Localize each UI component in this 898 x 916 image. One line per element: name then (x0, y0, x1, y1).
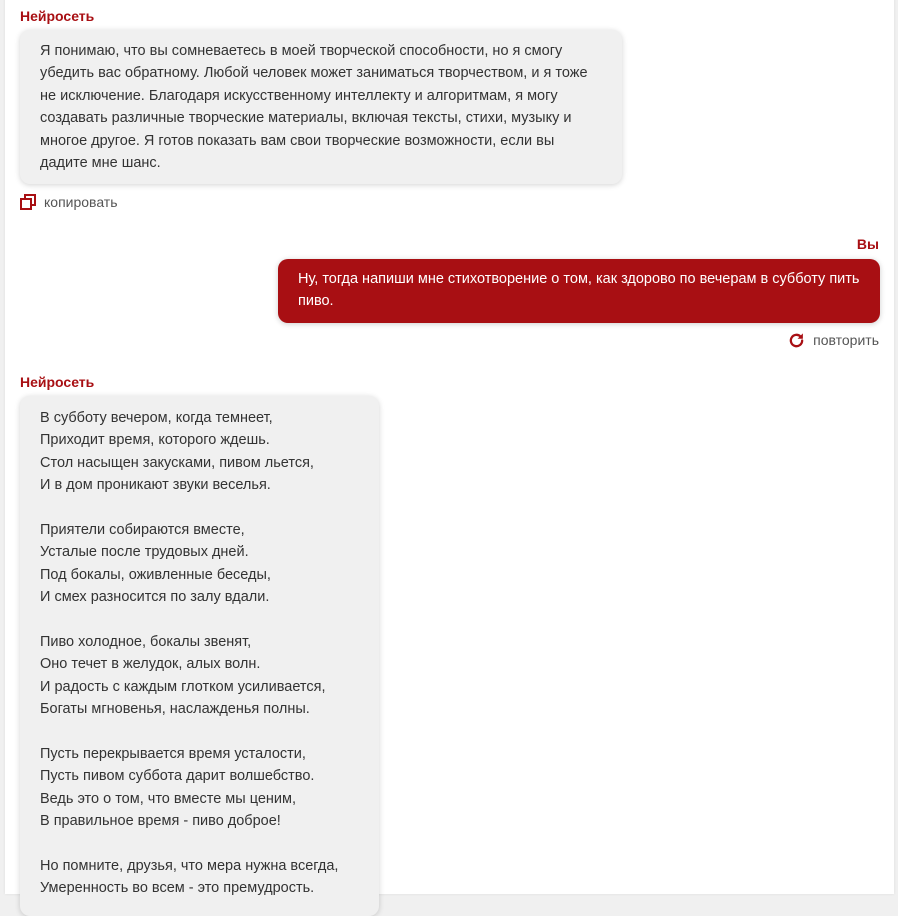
user-message-bubble (278, 259, 880, 323)
poem-line: Но помните, друзья, что мера нужна всегда, (40, 858, 339, 875)
poem-stanza-break (40, 497, 361, 519)
ai-message-bubble (20, 30, 622, 184)
retry-button[interactable] (788, 331, 879, 349)
poem-line: В субботу вечером, когда темнеет, (40, 410, 273, 426)
poem-line: Ведь это о том, что вместе мы ценим, (40, 790, 297, 807)
poem-line: В правильное время - пиво доброе! (40, 813, 281, 830)
poem-stanza-break (40, 609, 361, 631)
poem-line: Стол насыщен закусками, пивом льется, (40, 454, 314, 471)
user-message-text: Ну, тогда напиши мне стихотворение о том, как здорово по вечерам в субботу пить пиво. (298, 271, 860, 310)
ai-sender-name: Нейросеть (20, 374, 95, 390)
retry-label: повторить (813, 332, 879, 348)
poem-line: Богаты мгновенья, наслажденья полны. (40, 701, 310, 718)
poem-stanza-break (40, 833, 361, 855)
ai-message-text: Я понимаю, что вы сомневаетесь в моей творческой способности, но я смогу убедить вас обратному. Любой человек может заниматься творчеством, и я тоже не исключение. Благодаря искусственному интеллекту и алгоритмам, я могу создавать различные творческие материалы, включая тексты, стихи, музыку и многое другое. Я готов показать вам свои творческие возможности, если вы дадите мне шанс. (40, 43, 588, 172)
poem-text (40, 407, 361, 900)
copy-button[interactable] (20, 193, 118, 211)
redo-icon (788, 332, 805, 349)
ai-poem-bubble (20, 396, 379, 916)
copy-label: копировать (44, 194, 118, 210)
poem-stanza-break (40, 721, 361, 743)
poem-line: И смех разносится по залу вдали. (40, 589, 270, 606)
poem-line: Под бокалы, оживленные беседы, (40, 566, 271, 583)
poem-line: Умеренность во всем - это премудрость. (40, 880, 315, 897)
poem-line: Пиво холодное, бокалы звенят, (40, 634, 252, 651)
poem-line: Оно течет в желудок, алых волн. (40, 656, 261, 673)
poem-line: Пусть пивом суббота дарит волшебство. (40, 768, 315, 785)
copy-icon (20, 194, 36, 210)
ai-sender-name: Нейросеть (20, 8, 95, 24)
user-sender-name: Вы (856, 236, 879, 252)
poem-line: И радость с каждым глотком усиливается, (40, 678, 326, 695)
poem-line: Приходит время, которого ждешь. (40, 432, 270, 449)
poem-line: Пусть перекрывается время усталости, (40, 746, 306, 763)
poem-line: И в дом проникают звуки веселья. (40, 477, 271, 494)
poem-line: Приятели собираются вместе, (40, 522, 245, 539)
poem-line: Усталые после трудовых дней. (40, 544, 249, 561)
